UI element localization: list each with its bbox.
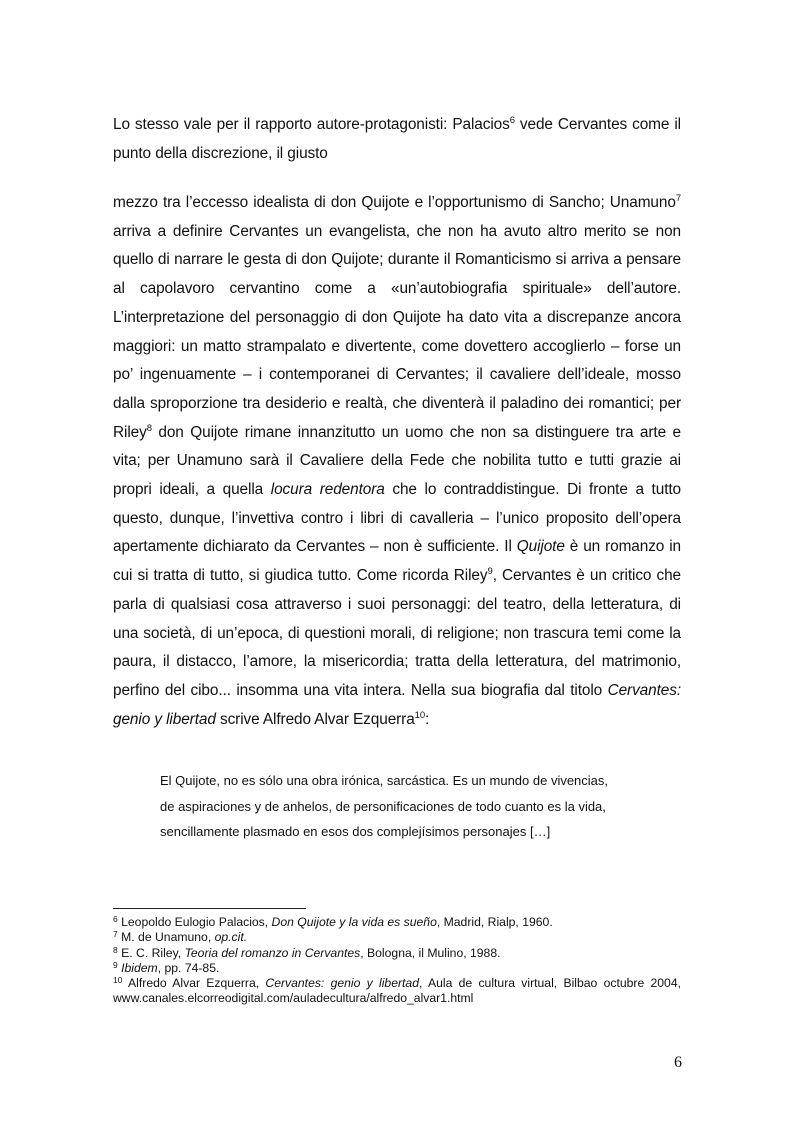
text-run: arriva a definire Cervantes un evangelista, che non ha avuto altro merito se non quello di narrare le gesta di don Quijote; durante il Romanticismo si arriva a pensare al capolavoro cervantino come a «un’autobiografia spirituale» dell’autore. L’interpretazione del personaggio di don Quijote ha dato vita a discrepanze ancora maggiori: un matto strampalato e divertente, come dovettero accoglierlo – forse un po’ ingenuamente – i contemporanei di Cervantes; il cavaliere dell’ideale, mosso dalla sproporzione tra desiderio e realtà, che diventerà il paladino dei romantici; per Riley: [113, 222, 681, 441]
text-run: è un romanzo in cui si tratta di tutto, si giudica tutto. Come ricorda Riley: [113, 538, 682, 585]
footnote: [113, 961, 681, 976]
main-paragraph: [113, 189, 681, 734]
footnote: [113, 976, 681, 1007]
intro-paragraph: [113, 111, 681, 168]
footnote-text: Leopoldo Eulogio Palacios,: [117, 915, 272, 929]
footnote-number: 8: [113, 944, 118, 955]
footnote-ref: 9: [487, 566, 493, 578]
italic-run: Quijote: [516, 538, 565, 556]
footnote-title: Don Quijote y la vida es sueño: [271, 915, 437, 929]
text-run: don Quijote rimane innanzitutto un uomo che non sa distinguere tra arte e vita; per Unamuno sarà il Cavaliere della Fede che nobilita tutto e tutti grazie ai propri ideali, a quella: [113, 423, 681, 499]
text-run: vede Cervantes come il punto della discrezione, il giusto: [113, 116, 681, 162]
text-run: , Cervantes è un critico che parla di qualsiasi cosa attraverso i suoi personaggi: del teatro, della letteratura, di una società, di un’epoca, di questioni morali, di religione; non trascura temi come la paura, il distacco, l’amore, la misericordia; tratta della letteratura, del matrimonio, perfino del cibo... insomma una vita intera. Nella sua biografia dal titolo: [113, 567, 681, 699]
footnote-number: 10: [113, 975, 123, 986]
quote-line: de aspiraciones y de anhelos, de personificaciones de todo cuanto es la vida,: [160, 798, 606, 814]
footnote-ref: 6: [509, 115, 515, 126]
footnote-ref: 8: [146, 422, 152, 434]
footnote-text: , Bologna, il Mulino, 1988.: [360, 945, 501, 960]
footnote-text: E. C. Riley,: [117, 945, 185, 960]
footnote-ref: 7: [675, 193, 681, 204]
footnote-text: , Aula de cultura virtual, Bilbao octubre 2004, www.canales.elcorreodigital.com/auladecultura/alfredo_alvar1.html: [113, 976, 681, 1006]
text-run: scrive Alfredo Alvar Ezquerra: [215, 710, 415, 728]
footnote-number: 6: [113, 914, 118, 924]
footnote-title: Teoria del romanzo in Cervantes: [184, 945, 361, 960]
quote-line: El Quijote, no es sólo una obra irónica, sarcástica. Es un mundo de vivencias,: [160, 773, 609, 788]
footnote-divider: [113, 908, 306, 909]
footnote-text: , pp. 74-85.: [157, 960, 220, 975]
footnote: [113, 946, 681, 961]
page-number: 6: [674, 1054, 682, 1071]
block-quote: [160, 768, 690, 845]
footnote-title: Ibidem: [121, 960, 158, 975]
footnote-ref: 10: [414, 709, 426, 721]
footnote: [113, 930, 681, 945]
italic-run: locura redentora: [270, 481, 385, 499]
footnote-text: M. de Unamuno,: [117, 930, 215, 945]
text-run: :: [425, 710, 430, 728]
footnote-text: Alfredo Alvar Ezquerra,: [122, 976, 266, 991]
quote-line: sencillamente plasmado en esos dos complejísimos personajes […]: [160, 824, 551, 839]
footnote: [113, 915, 681, 930]
footnote-title: Cervantes: genio y libertad: [265, 976, 419, 991]
footnote-title: op.cit.: [214, 930, 248, 945]
italic-run: Cervantes: genio y libertad: [113, 681, 681, 728]
text-run: che lo contraddistingue. Di fronte a tutto questo, dunque, l’invettiva contro i libri di cavalleria – l’unico proposito dell’opera apertamente dichiarato da Cervantes – non è sufficiente. Il: [113, 481, 682, 556]
text-run: Lo stesso vale per il rapporto autore-protagonisti: Palacios: [113, 116, 510, 133]
footnotes: [113, 915, 681, 1007]
text-run: mezzo tra l’eccesso idealista di don Quijote e l’opportunismo di Sancho; Unamuno: [113, 194, 676, 211]
footnote-text: , Madrid, Rialp, 1960.: [436, 915, 553, 929]
footnote-number: 9: [113, 959, 118, 970]
footnote-number: 7: [113, 929, 118, 940]
